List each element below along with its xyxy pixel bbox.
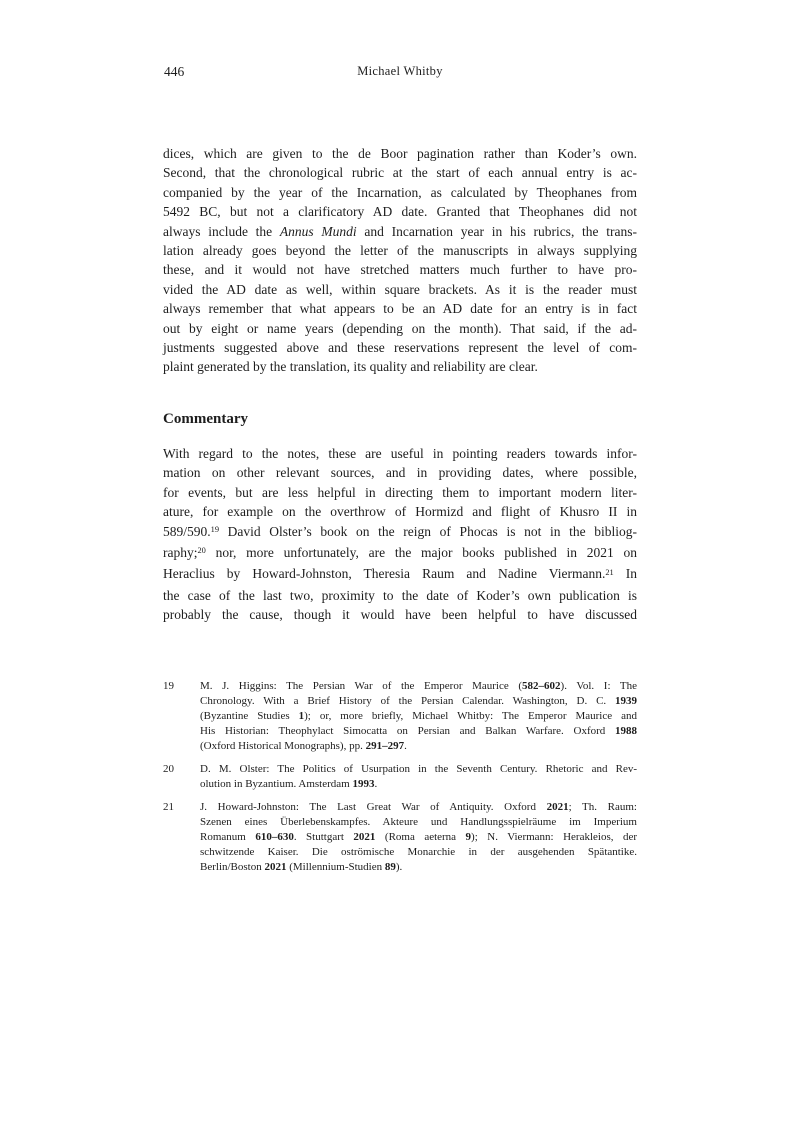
footnote-text: J. Howard-Johnston: The Last Great War of Antiquity. Oxford 2021; Th. Raum: Szenen eines Überlebenskampfes. Akteure und Handlungsspielräume im Imperium Romanum 610–630. Stuttgart 2021 (Roma aeterna 9); N. Viermann: Herakleios, der schwitzende Kaiser. Die oströmische Monarchie in der ausgehenden Spätantike. Berlin/Boston 2021 (Millennium-Studien 89). xyxy=(200,800,637,873)
footnote-19 xyxy=(163,679,637,754)
paragraph-2: With regard to the notes, these are useful in pointing readers towards infor- mation on other relevant sources, and in providing dates, where possible, for events, but are less helpful in directing them to important modern liter- ature, for example on the overthrow of Hormizd and flight of Khusro II in 589/590.19 David Olster’s book on the reign of Phocas is not in the bibliog- raphy;$^{20}$ nor, more unfortunately, are the major books published in 2021 on Heraclius by Howard-Johnston, Theresia Raum and Nadine Viermann.$^{21}$ In the case of the last two, proximity to the date of Koder’s own publication is probably the cause, though it would have been helpful to have discussed xyxy=(163,445,638,623)
footnote-number: 20 xyxy=(163,762,174,775)
footnote-text: M. J. Higgins: The Persian War of the Emperor Maurice (582–602). Vol. I: The Chronology. With a Brief History of the Persian Calendar. Washington, D. C. 1939 (Byzantine Studies 1); or, more briefly, Michael Whitby: The Emperor Maurice and His Historian: Theophylact Simocatta on Persian and Balkan Warfare. Oxford 1988 (Oxford Historical Monographs), pp. 291–297. xyxy=(200,679,638,752)
page-number: 446 xyxy=(164,64,185,79)
running-title: Michael Whitby xyxy=(357,64,443,78)
footnote-text: D. M. Olster: The Politics of Usurpation in the Seventh Century. Rhetoric and Rev- olution in Byzantium. Amsterdam 1993. xyxy=(200,762,637,790)
paragraph-1: dices, which are given to the de Boor pagination rather than Koder’s own. Second, that the chronological rubric at the start of each annual entry is ac- companied by the year of the Incarnation, as calculated by Theophanes from 5492 BC, but not a clarificatory AD date. Granted that Theophanes did not always include the Annus Mundi and Incarnation year in his rubrics, the trans- lation already goes beyond the letter of the manuscripts in always supplying these, and it would not have stretched matters much further to have pro- vided the AD date as well, within square brackets. As it is the reader must always remember that what appears to be an AD date for an entry is in fact out by eight or name years (depending on the month). That said, if the ad- justments suggested above and these reservations represent the level of com- plaint generated by the translation, its quality and reliability are clear. xyxy=(163,146,638,375)
page-header xyxy=(163,64,637,81)
footnote-number: 21 xyxy=(163,800,174,813)
footnotes-section xyxy=(163,679,637,875)
footnote-number: 19 xyxy=(163,679,174,692)
section-heading: Commentary xyxy=(163,410,248,427)
footnote-20 xyxy=(163,762,637,792)
footnote-21 xyxy=(163,800,637,875)
